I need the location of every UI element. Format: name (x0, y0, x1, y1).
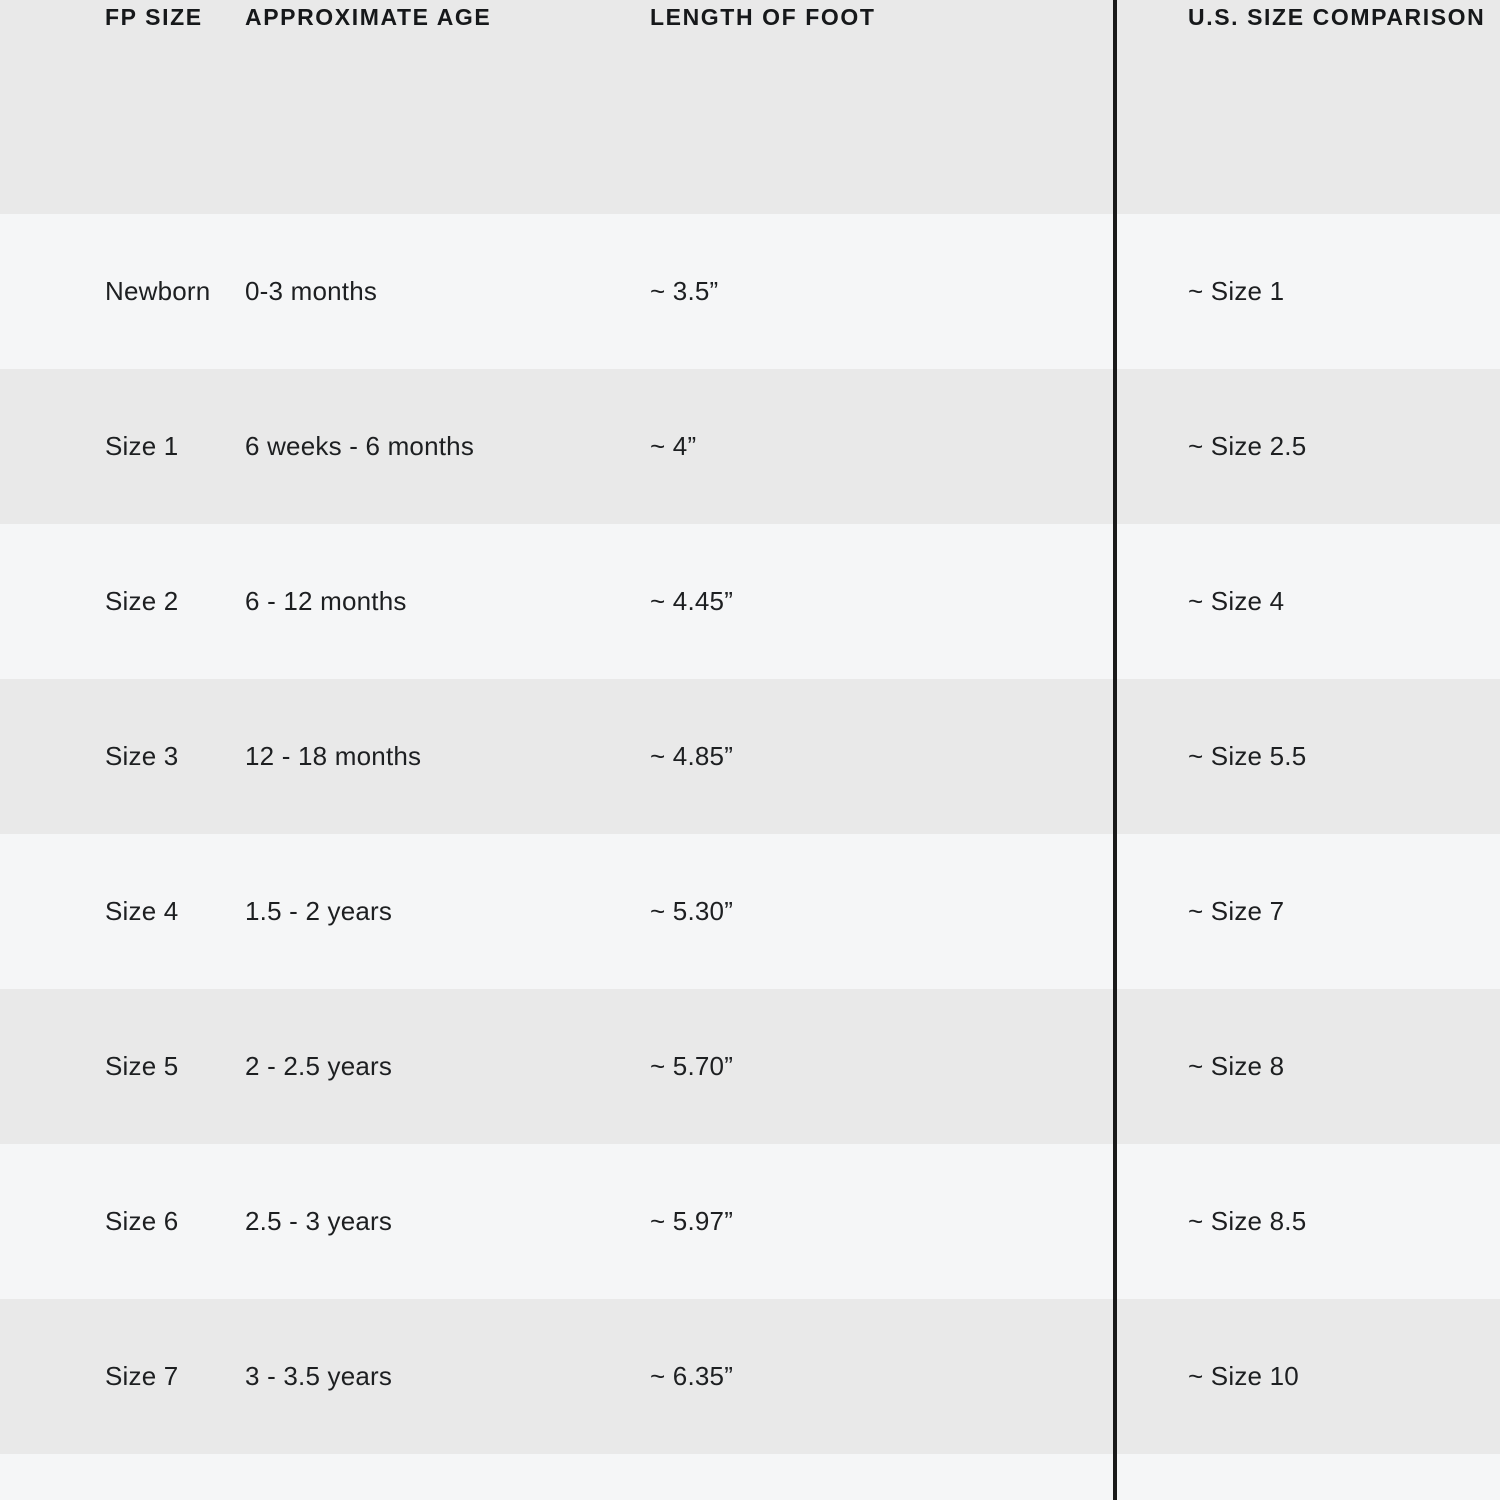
cell-us-size-comparison-text: ~ Size 2.5 (1188, 430, 1307, 461)
cell-length-of-foot-text: ~ 3.5” (650, 275, 719, 306)
cell-fp-size-text: Size 5 (105, 1050, 179, 1081)
cell-approximate-age-text: 12 - 18 months (245, 740, 422, 771)
cell-fp-size (0, 1144, 245, 1299)
cell-approximate-age (245, 214, 650, 369)
cell-approximate-age-text: 0-3 months (245, 275, 378, 306)
cell-us-size-comparison (1113, 679, 1500, 834)
cell-approximate-age (245, 1144, 650, 1299)
cell-length-of-foot (650, 524, 1113, 679)
cell-length-of-foot (650, 989, 1113, 1144)
cell-us-size-comparison-text: ~ Size 8.5 (1188, 1205, 1307, 1236)
cell-approximate-age-text: 1.5 - 2 years (245, 895, 393, 926)
cell-fp-size-text: Size 1 (105, 430, 179, 461)
cell-us-size-comparison (1113, 1299, 1500, 1454)
cell-length-of-foot (650, 679, 1113, 834)
cell-us-size-comparison (1113, 989, 1500, 1144)
table-header (0, 0, 1500, 214)
column-header-length-of-foot-label: LENGTH OF FOOT (650, 4, 876, 30)
cell-fp-size-text: Size 3 (105, 740, 179, 771)
cell-approximate-age (245, 989, 650, 1144)
cell-approximate-age (245, 524, 650, 679)
column-header-approximate-age (245, 0, 650, 214)
cell-fp-size (0, 524, 245, 679)
cell-us-size-comparison-text: ~ Size 4 (1188, 585, 1285, 616)
column-header-us-size-comparison-label: U.S. SIZE COMPARISON (1188, 4, 1486, 30)
cell-fp-size-text: Size 4 (105, 895, 179, 926)
cell-approximate-age-text: 6 - 12 months (245, 585, 407, 616)
column-header-fp-size-label: FP SIZE (105, 4, 203, 30)
cell-us-size-comparison (1113, 524, 1500, 679)
table-row (0, 1144, 1500, 1299)
column-header-approximate-age-label: APPROXIMATE AGE (245, 4, 492, 30)
table-row (0, 524, 1500, 679)
column-header-length-of-foot (650, 0, 1113, 214)
cell-length-of-foot-text: ~ 5.97” (650, 1205, 734, 1236)
cell-fp-size-text: Size 6 (105, 1205, 179, 1236)
bottom-spacer (0, 1475, 1500, 1500)
cell-us-size-comparison (1113, 1144, 1500, 1299)
cell-us-size-comparison-text: ~ Size 7 (1188, 895, 1285, 926)
table-body (0, 214, 1500, 1454)
column-header-us-size-comparison (1113, 0, 1500, 214)
cell-length-of-foot-text: ~ 4.45” (650, 585, 734, 616)
cell-approximate-age (245, 1299, 650, 1454)
cell-length-of-foot (650, 834, 1113, 989)
table-row (0, 369, 1500, 524)
cell-length-of-foot (650, 214, 1113, 369)
cell-length-of-foot-text: ~ 5.30” (650, 895, 734, 926)
table-row (0, 679, 1500, 834)
cell-length-of-foot (650, 1144, 1113, 1299)
cell-fp-size-text: Size 7 (105, 1360, 179, 1391)
cell-length-of-foot (650, 369, 1113, 524)
cell-fp-size (0, 214, 245, 369)
cell-fp-size (0, 1299, 245, 1454)
table-row (0, 214, 1500, 369)
cell-approximate-age (245, 679, 650, 834)
cell-approximate-age-text: 2.5 - 3 years (245, 1205, 393, 1236)
cell-approximate-age-text: 6 weeks - 6 months (245, 430, 475, 461)
cell-us-size-comparison (1113, 214, 1500, 369)
cell-us-size-comparison-text: ~ Size 10 (1188, 1360, 1299, 1391)
cell-length-of-foot-text: ~ 4.85” (650, 740, 734, 771)
cell-approximate-age (245, 834, 650, 989)
table-row (0, 1299, 1500, 1454)
cell-fp-size (0, 679, 245, 834)
cell-approximate-age-text: 3 - 3.5 years (245, 1360, 393, 1391)
table-header-row (0, 0, 1500, 214)
cell-approximate-age-text: 2 - 2.5 years (245, 1050, 393, 1081)
cell-us-size-comparison (1113, 834, 1500, 989)
column-divider (1113, 0, 1117, 1500)
cell-fp-size (0, 989, 245, 1144)
cell-length-of-foot-text: ~ 5.70” (650, 1050, 734, 1081)
table-row (0, 989, 1500, 1144)
table-row (0, 834, 1500, 989)
cell-length-of-foot-text: ~ 4” (650, 430, 697, 461)
column-header-fp-size (0, 0, 245, 214)
cell-us-size-comparison (1113, 369, 1500, 524)
cell-fp-size-text: Newborn (105, 275, 211, 306)
cell-fp-size (0, 834, 245, 989)
cell-approximate-age (245, 369, 650, 524)
cell-fp-size (0, 369, 245, 524)
cell-fp-size-text: Size 2 (105, 585, 179, 616)
cell-length-of-foot (650, 1299, 1113, 1454)
cell-us-size-comparison-text: ~ Size 8 (1188, 1050, 1285, 1081)
cell-length-of-foot-text: ~ 6.35” (650, 1360, 734, 1391)
cell-us-size-comparison-text: ~ Size 1 (1188, 275, 1285, 306)
cell-us-size-comparison-text: ~ Size 5.5 (1188, 740, 1307, 771)
